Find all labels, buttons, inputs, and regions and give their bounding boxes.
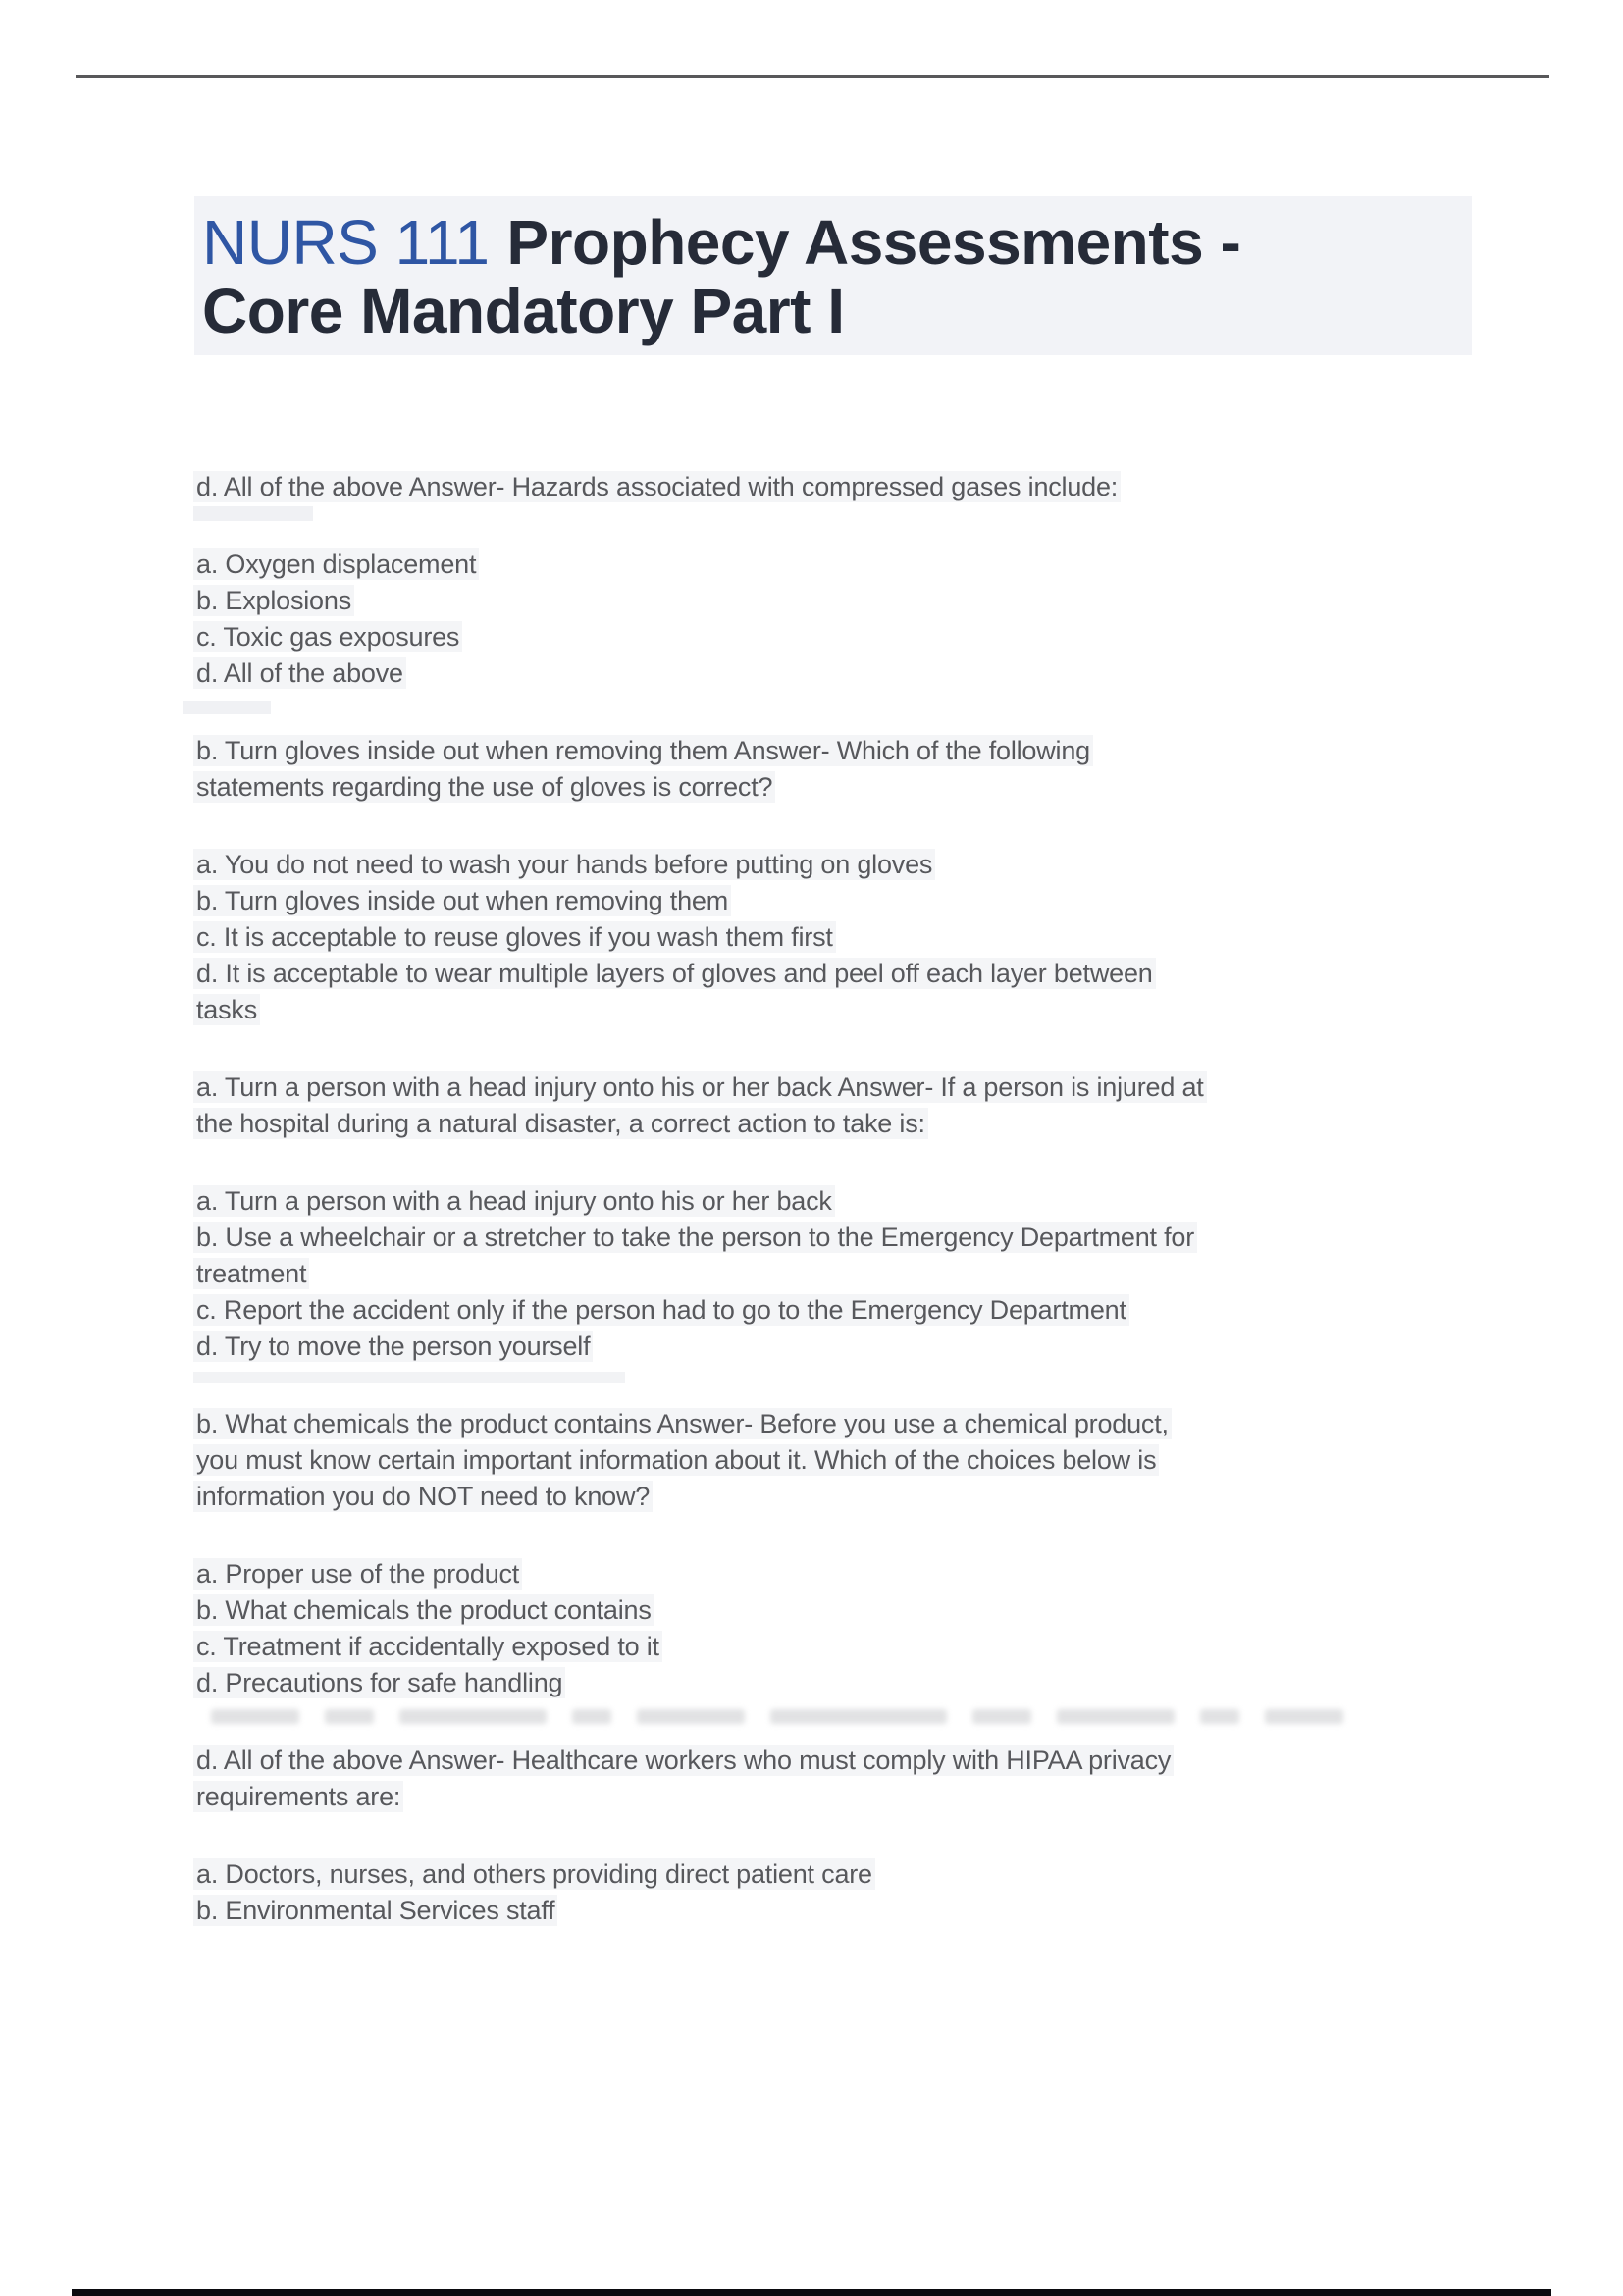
paragraph — [196, 847, 1462, 1028]
smudge-row — [211, 1709, 1343, 1724]
text-line: b. Explosions — [196, 583, 1462, 619]
text-line: a. Turn a person with a head injury onto his or her back — [196, 1183, 1462, 1220]
paragraph — [196, 1856, 1462, 1929]
top-horizontal-rule — [76, 75, 1549, 78]
text-line: treatment — [196, 1256, 1462, 1292]
smudge-mark — [325, 1709, 374, 1724]
paragraph — [196, 1556, 1462, 1701]
text-line: d. All of the above Answer- Hazards associated with compressed gases include: — [196, 469, 1462, 505]
smudge-mark — [211, 1709, 299, 1724]
document-body — [196, 469, 1462, 1970]
text-line: d. Try to move the person yourself — [196, 1329, 1462, 1365]
text-line: c. Toxic gas exposures — [196, 619, 1462, 655]
text-line: a. Turn a person with a head injury onto his or her back Answer- If a person is injured at — [196, 1070, 1462, 1106]
text-line: c. Treatment if accidentally exposed to it — [196, 1629, 1462, 1665]
title-line-2 — [202, 277, 1472, 345]
text-line: information you do NOT need to know? — [196, 1479, 1462, 1515]
paragraph — [196, 1183, 1462, 1365]
text-line: c. Report the accident only if the person had to go to the Emergency Department — [196, 1292, 1462, 1329]
text-line: b. Environmental Services staff — [196, 1893, 1462, 1929]
title-line2-text: Core Mandatory Part I — [202, 276, 845, 346]
smudge-mark — [1265, 1709, 1343, 1724]
text-line: c. It is acceptable to reuse gloves if you wash them first — [196, 919, 1462, 956]
footer-bar — [72, 2289, 1551, 2296]
text-line: a. You do not need to wash your hands before putting on gloves — [196, 847, 1462, 883]
text-line: d. Precautions for safe handling — [196, 1665, 1462, 1701]
text-line: b. Turn gloves inside out when removing them Answer- Which of the following — [196, 733, 1462, 769]
text-line: the hospital during a natural disaster, a correct action to take is: — [196, 1106, 1462, 1142]
paragraph — [196, 547, 1462, 692]
smudge-mark — [399, 1709, 547, 1724]
title-rest: Prophecy Assessments - — [506, 207, 1241, 278]
text-line: b. What chemicals the product contains — [196, 1592, 1462, 1629]
smudge-mark — [637, 1709, 745, 1724]
title-line-1 — [202, 208, 1472, 277]
paragraph — [196, 733, 1462, 806]
text-line: b. Use a wheelchair or a stretcher to take the person to the Emergency Department for — [196, 1220, 1462, 1256]
text-line: d. It is acceptable to wear multiple layers of gloves and peel off each layer between — [196, 956, 1462, 992]
title-block — [194, 196, 1472, 355]
text-line: statements regarding the use of gloves is correct? — [196, 769, 1462, 806]
course-code: NURS 111 — [202, 207, 490, 278]
text-line: you must know certain important information about it. Which of the choices below is — [196, 1442, 1462, 1479]
paragraph — [196, 1743, 1462, 1815]
text-line: b. Turn gloves inside out when removing them — [196, 883, 1462, 919]
text-line: d. All of the above Answer- Healthcare workers who must comply with HIPAA privacy — [196, 1743, 1462, 1779]
text-line: requirements are: — [196, 1779, 1462, 1815]
text-line: tasks — [196, 992, 1462, 1028]
smudge-mark — [1057, 1709, 1175, 1724]
paragraph — [196, 1406, 1462, 1515]
text-line: d. All of the above — [196, 655, 1462, 692]
smudge-mark — [1200, 1709, 1239, 1724]
smudge-mark — [972, 1709, 1031, 1724]
smudge-mark — [572, 1709, 611, 1724]
text-line: a. Doctors, nurses, and others providing direct patient care — [196, 1856, 1462, 1893]
text-line: b. What chemicals the product contains Answer- Before you use a chemical product, — [196, 1406, 1462, 1442]
paragraph — [196, 469, 1462, 505]
smudge-mark — [770, 1709, 947, 1724]
text-line: a. Oxygen displacement — [196, 547, 1462, 583]
text-line: a. Proper use of the product — [196, 1556, 1462, 1592]
paragraph — [196, 1070, 1462, 1142]
